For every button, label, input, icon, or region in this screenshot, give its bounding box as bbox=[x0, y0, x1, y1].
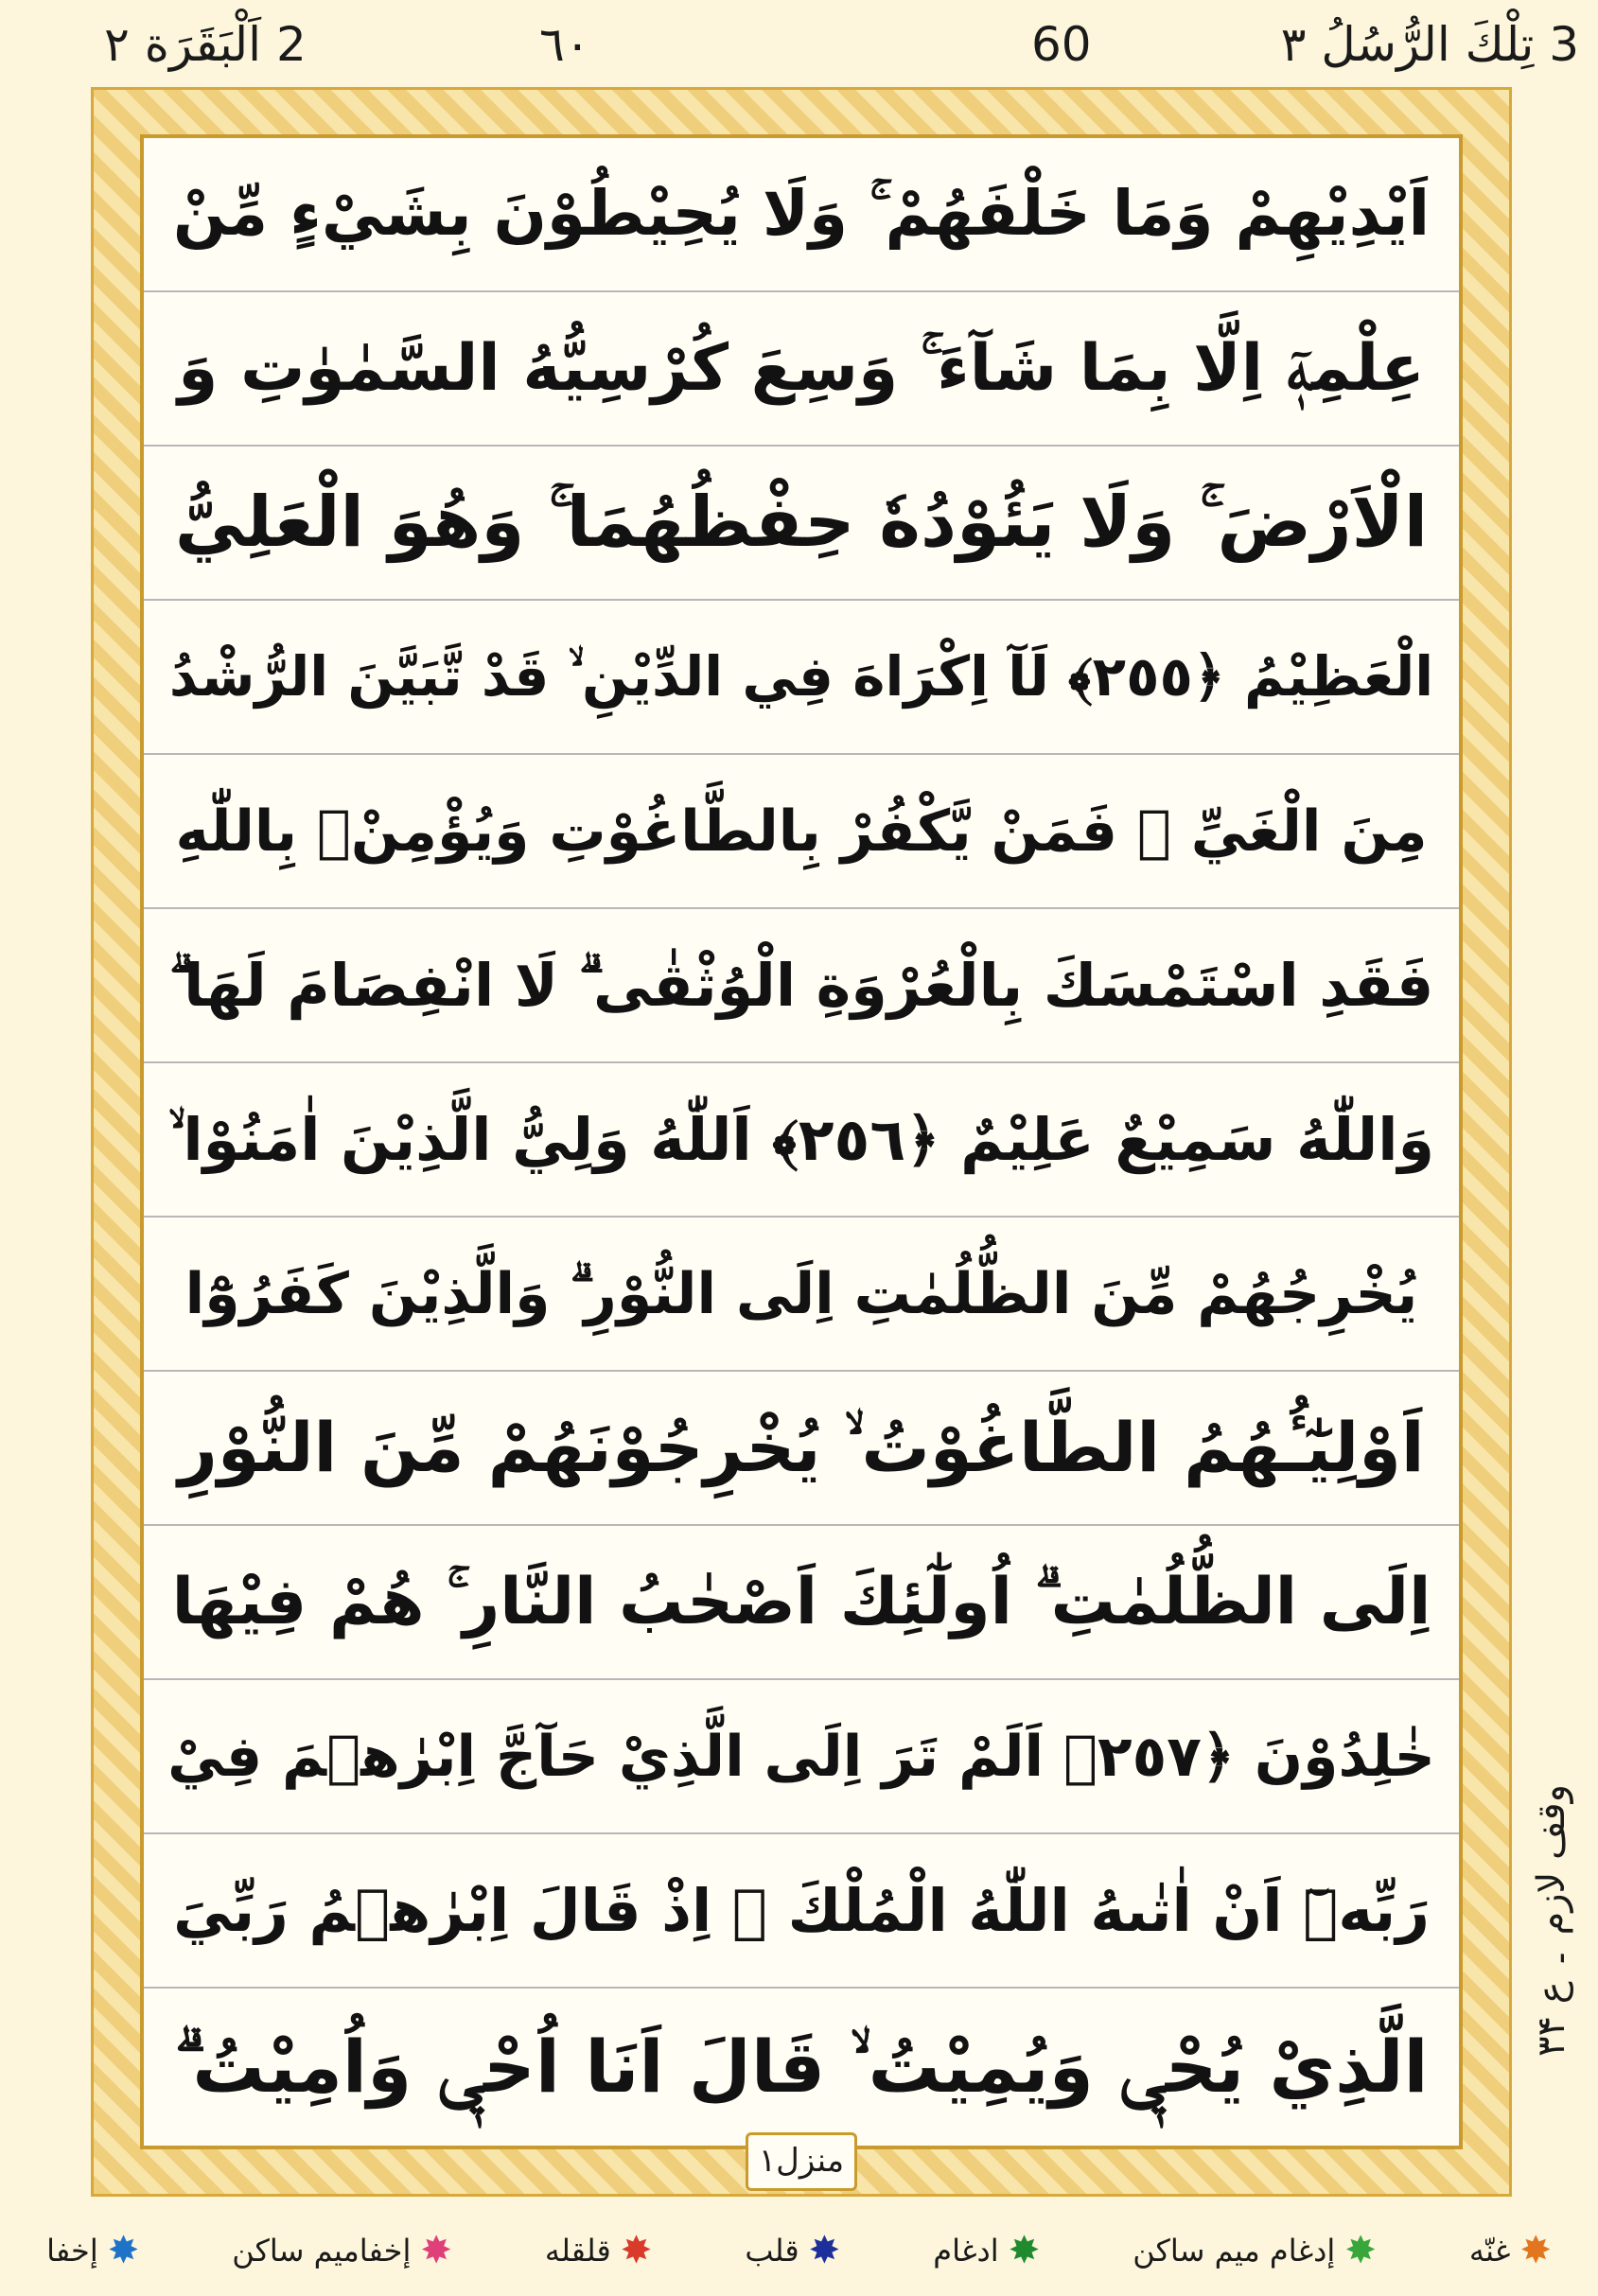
legend-item: ✸ غنّه bbox=[1468, 2228, 1552, 2272]
verse-line: رَبِّهٖٓ اَنْ اٰتٰىهُ اللّٰهُ الْمُلْكَ ۘ اِذْ قَالَ اِبْرٰهٖمُ رَبِّيَ bbox=[144, 1834, 1459, 1989]
legend-item: ✸ إدغام ميم ساكن bbox=[1133, 2228, 1377, 2272]
verse-line: خٰلِدُوْنَ ﴿٢٥٧﴾ اَلَمْ تَرَ اِلَى الَّذِيْ حَآجَّ اِبْرٰهٖمَ فِيْ bbox=[144, 1680, 1459, 1834]
margin-note bbox=[1514, 1779, 1589, 2062]
legend-item: ✸ قلقله bbox=[544, 2228, 653, 2272]
verse-line: وَاللّٰهُ سَمِيْعٌ عَلِيْمٌ ﴿٢٥٦﴾ اَللّٰهُ وَلِيُّ الَّذِيْنَ اٰمَنُوْا ۙ bbox=[144, 1063, 1459, 1218]
verse-line: يُخْرِجُهُمْ مِّنَ الظُّلُمٰتِ اِلَى النُّوْرِ ۗ وَالَّذِيْنَ كَفَرُوْٓا bbox=[144, 1218, 1459, 1372]
verse-line: الْاَرْضَ ۚ وَلَا يَئُوْدُهٗ حِفْظُهُمَا ۚ وَهُوَ الْعَلِيُّ bbox=[144, 447, 1459, 601]
verse-line: اَوْلِيٰٓـُٔهُمُ الطَّاغُوْتُ ۙ يُخْرِجُوْنَهُمْ مِّنَ النُّوْرِ bbox=[144, 1372, 1459, 1526]
star-icon: ✸ bbox=[1344, 2228, 1377, 2272]
star-icon: ✸ bbox=[107, 2228, 140, 2272]
legend-item: ✸ قلب bbox=[745, 2228, 841, 2272]
manzil-tab: منزل١ bbox=[746, 2132, 857, 2191]
margin-note-text: وقف لازم ۔ ع ۳۴ bbox=[1530, 1784, 1573, 2057]
juz-name: 3 تِلْكَ الرُّسُلُ ٣ bbox=[1280, 17, 1579, 72]
verse-lines bbox=[144, 138, 1459, 2146]
verse-line: فَقَدِ اسْتَمْسَكَ بِالْعُرْوَةِ الْوُثْقٰى ۗ لَا انْفِصَامَ لَهَا ۗ bbox=[144, 909, 1459, 1063]
star-icon: ✸ bbox=[808, 2228, 841, 2272]
verse-line: الَّذِيْ يُحْيٖ وَيُمِيْتُ ۙ قَالَ اَنَا اُحْيٖ وَاُمِيْتُ ۗ bbox=[174, 2024, 1429, 2109]
verse-line: الْعَظِيْمُ ﴿٢٥٥﴾ لَآ اِكْرَاهَ فِي الدِّيْنِ ۙ قَدْ تَّبَيَّنَ الرُّشْدُ bbox=[144, 601, 1459, 755]
star-icon: ✸ bbox=[1008, 2228, 1041, 2272]
verse-line: عِلْمِهٖٓ اِلَّا بِمَا شَآءَ ۚ وَسِعَ كُرْسِيُّهُ السَّمٰوٰتِ وَ bbox=[144, 292, 1459, 447]
text-panel bbox=[140, 134, 1463, 2149]
page-number-arabic: ٦٠ bbox=[539, 17, 590, 72]
surah-name: 2 اَلْبَقَرَة ٢ bbox=[104, 17, 307, 72]
verse-line: اَيْدِيْهِمْ وَمَا خَلْفَهُمْ ۚ وَلَا يُحِيْطُوْنَ بِشَيْءٍ مِّنْ bbox=[144, 138, 1459, 292]
verse-line: مِنَ الْغَيِّ ۚ فَمَنْ يَّكْفُرْ بِالطَّاغُوْتِ وَيُؤْمِنْۢ بِاللّٰهِ bbox=[144, 755, 1459, 909]
verse-line: اِلَى الظُّلُمٰتِ ۗ اُولٰٓئِكَ اَصْحٰبُ النَّارِ ۚ هُمْ فِيْهَا bbox=[144, 1526, 1459, 1680]
star-icon: ✸ bbox=[420, 2228, 452, 2272]
page-number: 60 bbox=[1031, 17, 1092, 72]
star-icon: ✸ bbox=[1519, 2228, 1552, 2272]
legend-item: ✸ إخفا bbox=[46, 2228, 140, 2272]
legend-item: ✸ ادغام bbox=[933, 2228, 1041, 2272]
tajweed-legend bbox=[0, 2204, 1598, 2296]
star-icon: ✸ bbox=[620, 2228, 653, 2272]
legend-item: ✸ إخفاميم ساكن bbox=[232, 2228, 452, 2272]
